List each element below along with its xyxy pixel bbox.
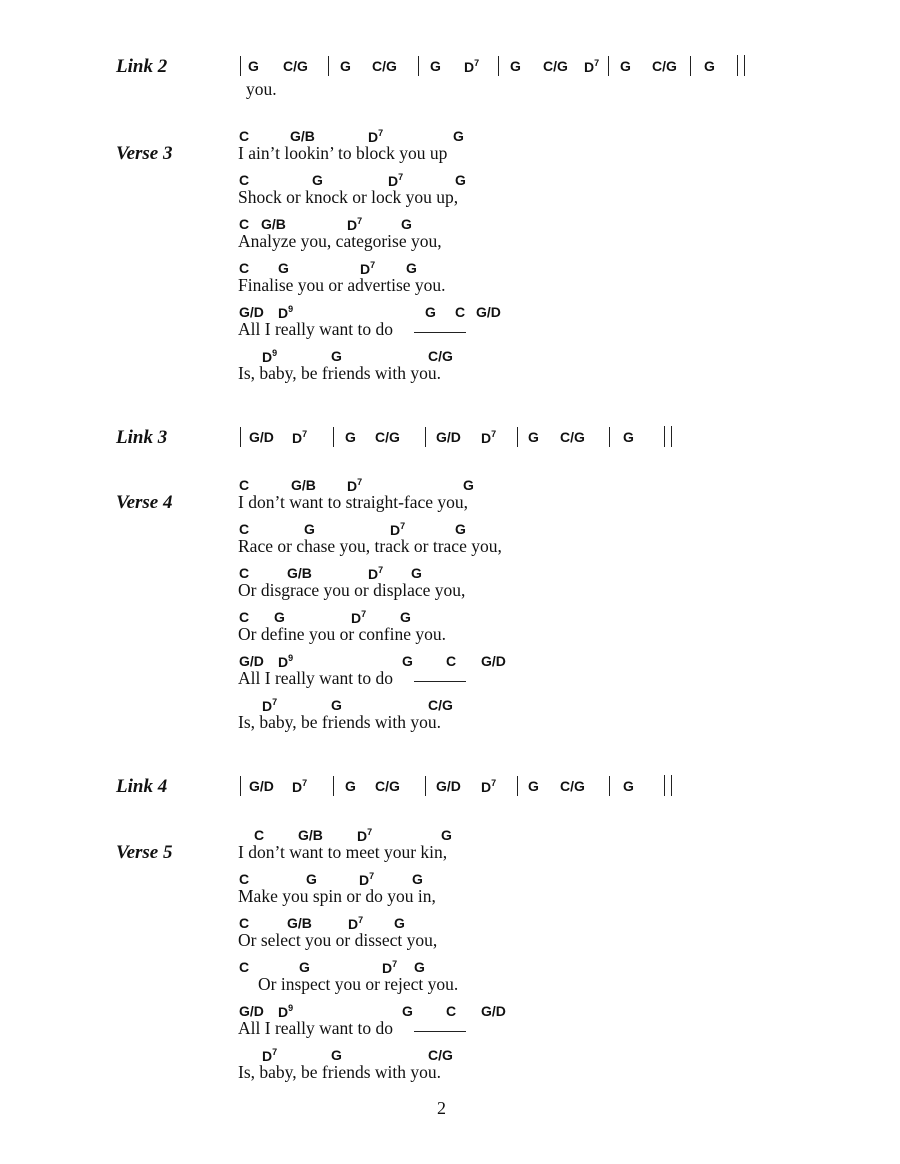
chord: $D^9$ (278, 653, 294, 670)
chord: C (446, 1003, 457, 1019)
chord: C (239, 959, 250, 975)
chord: C/G (428, 348, 453, 364)
lyric-line: Or select you or dissect you, (238, 930, 438, 950)
chord: G (274, 609, 285, 625)
bar-line (608, 56, 609, 76)
chord: C/G (375, 778, 400, 794)
chord: G (406, 260, 417, 276)
chord: C/G (428, 1047, 453, 1063)
lyric-line: I ain’t lookin’ to block you up (238, 143, 448, 163)
double-bar-line (737, 55, 745, 76)
page-number: 2 (437, 1098, 446, 1118)
chord: G (528, 429, 539, 445)
chord: G (278, 260, 289, 276)
chord: G/D (239, 653, 264, 669)
bar-line (328, 56, 329, 76)
chord: $D^7$ (360, 260, 376, 277)
chord: $D^7$ (351, 609, 367, 626)
chord: $D^7$ (390, 521, 406, 538)
hold-line (414, 681, 466, 682)
chord: G (455, 521, 466, 537)
lyric-line: All I really want to do (238, 1018, 394, 1038)
chord: $D^7$ (359, 871, 375, 888)
chord: G (402, 1003, 413, 1019)
chord: C (239, 128, 250, 144)
chord: G/B (287, 915, 312, 931)
chord: $D^7$ (357, 827, 373, 844)
chord: G/B (287, 565, 312, 581)
lyric-line: Is, baby, be friends with you. (238, 712, 441, 732)
chord: $D^7$ (292, 778, 308, 795)
chord: $D^7$ (382, 959, 398, 976)
chord: C (239, 609, 250, 625)
chord: G (394, 915, 405, 931)
lyric-line: Analyze you, categorise you, (238, 231, 442, 251)
chord: G/D (239, 304, 264, 320)
chord: G/D (249, 778, 274, 794)
chord: G (340, 58, 351, 74)
hold-line (414, 332, 466, 333)
lyric-line: you. (246, 79, 277, 99)
chord: G (401, 216, 412, 232)
bar-line (333, 427, 334, 447)
chord: $D^9$ (262, 348, 278, 365)
chord: G/D (436, 778, 461, 794)
section-label: Link 2 (116, 56, 168, 77)
chord: $D^7$ (481, 778, 497, 795)
chord: G (248, 58, 259, 74)
chord: G/B (291, 477, 316, 493)
chord: G (331, 348, 342, 364)
chord: $D^7$ (347, 477, 363, 494)
section-label: Verse 4 (116, 492, 173, 513)
bar-line (498, 56, 499, 76)
lyric-line: Is, baby, be friends with you. (238, 1062, 441, 1082)
chord: $D^7$ (262, 1047, 278, 1064)
lyric-line: All I really want to do (238, 319, 394, 339)
chord: C/G (428, 697, 453, 713)
chord: G (304, 521, 315, 537)
chord: $D^7$ (347, 216, 363, 233)
chord: G (463, 477, 474, 493)
bar-line (517, 776, 518, 796)
chord: $D^7$ (368, 128, 384, 145)
chord: $D^7$ (348, 915, 364, 932)
chord: G/D (481, 1003, 506, 1019)
chord: $D^7$ (481, 429, 497, 446)
chord: C/G (543, 58, 568, 74)
chord: C (239, 172, 250, 188)
bar-line (609, 427, 610, 447)
chord: G (414, 959, 425, 975)
chord: G/D (476, 304, 501, 320)
chord: G/B (261, 216, 286, 232)
chord: C (239, 871, 250, 887)
bar-line (425, 427, 426, 447)
chord: C/G (560, 778, 585, 794)
section-label: Verse 3 (116, 143, 173, 164)
chord: G (453, 128, 464, 144)
chord: G (623, 429, 634, 445)
double-bar-line (664, 426, 672, 447)
hold-line (414, 1031, 466, 1032)
lyric-line: Or define you or confine you. (238, 624, 446, 644)
chord: C/G (283, 58, 308, 74)
chord: G/D (249, 429, 274, 445)
bar-line (609, 776, 610, 796)
chord: G (331, 697, 342, 713)
chord: G (441, 827, 452, 843)
chord: G (510, 58, 521, 74)
chord: C (239, 216, 250, 232)
chord: G (430, 58, 441, 74)
chord: G (345, 778, 356, 794)
chord: G (306, 871, 317, 887)
lyric-line: Make you spin or do you in, (238, 886, 436, 906)
chord: C (455, 304, 466, 320)
chord: G (400, 609, 411, 625)
chord: G/B (298, 827, 323, 843)
double-bar-line (664, 775, 672, 796)
chord: C (239, 521, 250, 537)
chord: C (254, 827, 265, 843)
chord: G/D (239, 1003, 264, 1019)
chord: G (528, 778, 539, 794)
lyric-line: I don’t want to meet your kin, (238, 842, 448, 862)
chord: G (331, 1047, 342, 1063)
chord: $D^7$ (584, 58, 600, 75)
chord: $D^7$ (464, 58, 480, 75)
chord: G/B (290, 128, 315, 144)
chord: $D^7$ (292, 429, 308, 446)
chord: C (446, 653, 457, 669)
lyric-line: Or inspect you or reject you. (258, 974, 459, 994)
chord: G (412, 871, 423, 887)
chord: G (623, 778, 634, 794)
bar-line (240, 776, 241, 796)
lyric-line: Or disgrace you or displace you, (238, 580, 466, 600)
bar-line (418, 56, 419, 76)
chord: C/G (652, 58, 677, 74)
chord: G (425, 304, 436, 320)
chord: G/D (481, 653, 506, 669)
section-label: Link 3 (116, 427, 168, 448)
chord: C/G (560, 429, 585, 445)
chord: $D^9$ (278, 304, 294, 321)
lyric-line: Is, baby, be friends with you. (238, 363, 441, 383)
bar-line (240, 56, 241, 76)
bar-line (517, 427, 518, 447)
chord: C (239, 260, 250, 276)
bar-line (240, 427, 241, 447)
section-label: Link 4 (116, 776, 168, 797)
chord: G (411, 565, 422, 581)
chord: $D^7$ (388, 172, 404, 189)
bar-line (690, 56, 691, 76)
lyric-line: Finalise you or advertise you. (238, 275, 446, 295)
chord: G (704, 58, 715, 74)
chord: G (345, 429, 356, 445)
chord: C/G (372, 58, 397, 74)
chord: C (239, 565, 250, 581)
lyric-line: Race or chase you, track or trace you, (238, 536, 502, 556)
bar-line (333, 776, 334, 796)
chord: $D^9$ (278, 1003, 294, 1020)
chord: G (455, 172, 466, 188)
chord: G (402, 653, 413, 669)
chord: C/G (375, 429, 400, 445)
chord: G (620, 58, 631, 74)
chord: G (299, 959, 310, 975)
lyric-line: I don’t want to straight-face you, (238, 492, 469, 512)
chord: G (312, 172, 323, 188)
lyric-line: Shock or knock or lock you up, (238, 187, 459, 207)
lyric-line: All I really want to do (238, 668, 394, 688)
chord: C (239, 477, 250, 493)
chord: G/D (436, 429, 461, 445)
chord: C (239, 915, 250, 931)
chord: $D^7$ (368, 565, 384, 582)
section-label: Verse 5 (116, 842, 173, 863)
bar-line (425, 776, 426, 796)
chord: $D^7$ (262, 697, 278, 714)
